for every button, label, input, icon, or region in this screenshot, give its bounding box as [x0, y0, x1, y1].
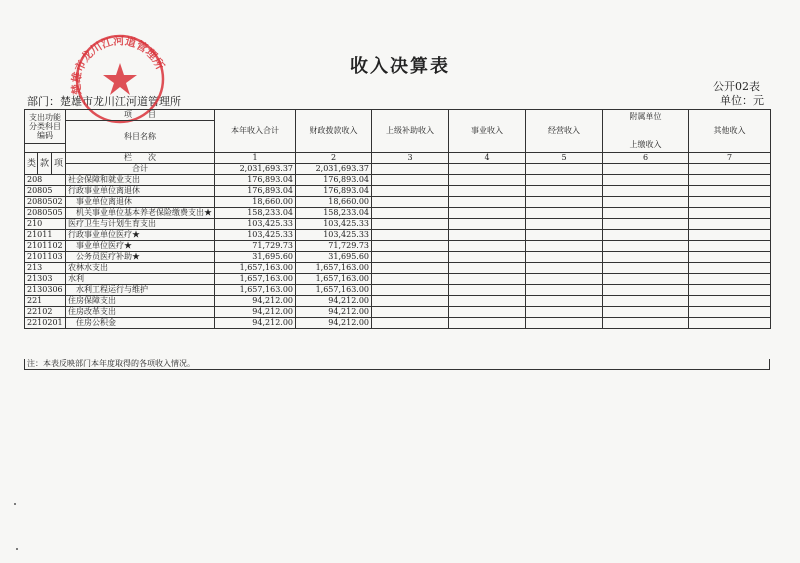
row-operating — [526, 318, 603, 329]
row-superior — [372, 208, 449, 219]
affiliate-header — [603, 110, 689, 153]
row-operating — [526, 208, 603, 219]
row-business — [449, 307, 526, 318]
row-other — [689, 274, 771, 285]
row-code: 208 — [25, 175, 66, 186]
row-code: 2101103 — [25, 252, 66, 263]
row-operating — [526, 296, 603, 307]
row-other — [689, 307, 771, 318]
row-subject-name: 事业单位医疗★ — [66, 241, 215, 252]
row-superior — [372, 186, 449, 197]
row-subject-name: 公务员医疗补助★ — [66, 252, 215, 263]
business-header: 事业收入 — [449, 110, 526, 153]
svg-text:楚雄市龙川江河道管理所: 楚雄市龙川江河道管理所 — [69, 34, 167, 96]
row-total: 71,729.73 — [215, 241, 296, 252]
row-total: 1,657,163.00 — [215, 274, 296, 285]
row-affiliate — [603, 197, 689, 208]
row-operating — [526, 285, 603, 296]
colnum-4: 4 — [449, 153, 526, 164]
row-business — [449, 241, 526, 252]
table-row — [25, 197, 771, 208]
row-other — [689, 252, 771, 263]
func-code-header: 支出功能分类科目编码 — [25, 110, 66, 144]
colnum-2: 2 — [296, 153, 372, 164]
row-other — [689, 263, 771, 274]
sum-row-label: 合计 — [66, 164, 215, 175]
row-fiscal: 71,729.73 — [296, 241, 372, 252]
row-total: 176,893.04 — [215, 175, 296, 186]
other-header: 其他收入 — [689, 110, 771, 153]
scan-speck — [16, 548, 18, 550]
row-superior — [372, 274, 449, 285]
row-fiscal: 103,425.33 — [296, 230, 372, 241]
row-subject-name: 水利工程运行与维护 — [66, 285, 215, 296]
row-superior — [372, 175, 449, 186]
subject-name-header: 科目名称 — [66, 121, 215, 153]
lanci-header: 栏 次 — [66, 153, 215, 164]
row-superior — [372, 318, 449, 329]
row-business — [449, 274, 526, 285]
row-business — [449, 219, 526, 230]
row-total: 1,657,163.00 — [215, 263, 296, 274]
row-other — [689, 296, 771, 307]
row-affiliate — [603, 175, 689, 186]
row-subject-name: 机关事业单位基本养老保险缴费支出★ — [66, 208, 215, 219]
table-row — [25, 318, 771, 329]
row-fiscal: 18,660.00 — [296, 197, 372, 208]
row-code: 213 — [25, 263, 66, 274]
row-fiscal: 103,425.33 — [296, 219, 372, 230]
row-superior — [372, 219, 449, 230]
unit-label: 单位：元 — [720, 94, 764, 107]
kuan-header: 款 — [38, 153, 52, 175]
row-fiscal: 1,657,163.00 — [296, 263, 372, 274]
code-spacer — [25, 144, 66, 153]
row-business — [449, 318, 526, 329]
row-superior — [372, 307, 449, 318]
table-row — [25, 274, 771, 285]
row-fiscal: 31,695.60 — [296, 252, 372, 263]
row-operating — [526, 175, 603, 186]
footnote: 注：本表反映部门本年度取得的各项收入情况。 — [24, 359, 770, 370]
row-affiliate — [603, 318, 689, 329]
row-total: 103,425.33 — [215, 230, 296, 241]
operating-header: 经营收入 — [526, 110, 603, 153]
row-code: 21303 — [25, 274, 66, 285]
table-row — [25, 307, 771, 318]
row-subject-name: 住房改革支出 — [66, 307, 215, 318]
table-row — [25, 263, 771, 274]
row-operating — [526, 219, 603, 230]
colnum-6: 6 — [603, 153, 689, 164]
row-subject-name: 医疗卫生与计划生育支出 — [66, 219, 215, 230]
row-other — [689, 219, 771, 230]
row-business — [449, 197, 526, 208]
row-affiliate — [603, 274, 689, 285]
row-business — [449, 263, 526, 274]
row-affiliate — [603, 285, 689, 296]
row-other — [689, 208, 771, 219]
row-code: 2101102 — [25, 241, 66, 252]
row-fiscal: 1,657,163.00 — [296, 274, 372, 285]
row-code: 2130306 — [25, 285, 66, 296]
row-subject-name: 住房公积金 — [66, 318, 215, 329]
table-row — [25, 230, 771, 241]
colnum-5: 5 — [526, 153, 603, 164]
row-other — [689, 186, 771, 197]
row-total: 18,660.00 — [215, 197, 296, 208]
row-business — [449, 252, 526, 263]
table-row — [25, 186, 771, 197]
row-superior — [372, 285, 449, 296]
row-fiscal: 176,893.04 — [296, 186, 372, 197]
sum-row-total: 2,031,693.37 — [215, 164, 296, 175]
row-total: 94,212.00 — [215, 307, 296, 318]
row-other — [689, 197, 771, 208]
row-other — [689, 285, 771, 296]
row-business — [449, 285, 526, 296]
row-total: 103,425.33 — [215, 219, 296, 230]
table-row — [25, 175, 771, 186]
colnum-7: 7 — [689, 153, 771, 164]
row-subject-name: 事业单位离退休 — [66, 197, 215, 208]
department-label: 部门：楚雄市龙川江河道管理所 — [27, 95, 181, 108]
sum-row-fiscal: 2,031,693.37 — [296, 164, 372, 175]
row-fiscal: 94,212.00 — [296, 318, 372, 329]
row-operating — [526, 274, 603, 285]
row-other — [689, 230, 771, 241]
row-other — [689, 318, 771, 329]
row-operating — [526, 197, 603, 208]
lei-header: 类 — [25, 153, 38, 175]
row-business — [449, 175, 526, 186]
row-business — [449, 186, 526, 197]
row-code: 2080502 — [25, 197, 66, 208]
table-row — [25, 219, 771, 230]
row-superior — [372, 263, 449, 274]
table-row — [25, 241, 771, 252]
row-total: 31,695.60 — [215, 252, 296, 263]
row-affiliate — [603, 208, 689, 219]
row-code: 2210201 — [25, 318, 66, 329]
row-fiscal: 158,233.04 — [296, 208, 372, 219]
row-affiliate — [603, 186, 689, 197]
row-subject-name: 住房保障支出 — [66, 296, 215, 307]
table-row — [25, 208, 771, 219]
row-superior — [372, 197, 449, 208]
row-total: 1,657,163.00 — [215, 285, 296, 296]
row-total: 158,233.04 — [215, 208, 296, 219]
row-operating — [526, 186, 603, 197]
row-superior — [372, 241, 449, 252]
table-row — [25, 296, 771, 307]
row-affiliate — [603, 241, 689, 252]
colnum-1: 1 — [215, 153, 296, 164]
table-row — [25, 252, 771, 263]
row-code: 221 — [25, 296, 66, 307]
row-affiliate — [603, 296, 689, 307]
affiliate-line1: 附属单位 — [629, 112, 662, 121]
row-other — [689, 241, 771, 252]
row-other — [689, 175, 771, 186]
row-fiscal: 94,212.00 — [296, 296, 372, 307]
row-code: 20805 — [25, 186, 66, 197]
row-subject-name: 社会保障和就业支出 — [66, 175, 215, 186]
table-row — [25, 285, 771, 296]
row-total: 176,893.04 — [215, 186, 296, 197]
superior-header: 上级补助收入 — [372, 110, 449, 153]
row-superior — [372, 296, 449, 307]
row-fiscal: 1,657,163.00 — [296, 285, 372, 296]
total-header: 本年收入合计 — [215, 110, 296, 153]
row-subject-name: 行政事业单位离退休 — [66, 186, 215, 197]
row-subject-name: 水利 — [66, 274, 215, 285]
row-affiliate — [603, 219, 689, 230]
row-code: 22102 — [25, 307, 66, 318]
row-affiliate — [603, 307, 689, 318]
fiscal-header: 财政拨款收入 — [296, 110, 372, 153]
row-total: 94,212.00 — [215, 296, 296, 307]
row-operating — [526, 230, 603, 241]
row-subject-name: 行政事业单位医疗★ — [66, 230, 215, 241]
row-code: 21011 — [25, 230, 66, 241]
row-affiliate — [603, 263, 689, 274]
income-table — [24, 109, 771, 329]
xiang-header: 项 — [52, 153, 66, 175]
row-business — [449, 230, 526, 241]
row-business — [449, 296, 526, 307]
row-fiscal: 94,212.00 — [296, 307, 372, 318]
row-operating — [526, 307, 603, 318]
affiliate-line2: 上缴收入 — [629, 140, 662, 149]
row-affiliate — [603, 252, 689, 263]
row-code: 2080505 — [25, 208, 66, 219]
row-subject-name: 农林水支出 — [66, 263, 215, 274]
table-body — [25, 175, 771, 329]
row-superior — [372, 230, 449, 241]
row-superior — [372, 252, 449, 263]
row-affiliate — [603, 230, 689, 241]
colnum-3: 3 — [372, 153, 449, 164]
item-group-header: 项 目 — [66, 110, 215, 121]
scan-speck — [14, 503, 16, 505]
row-fiscal: 176,893.04 — [296, 175, 372, 186]
form-code: 公开02表 — [713, 80, 760, 93]
row-operating — [526, 241, 603, 252]
row-code: 210 — [25, 219, 66, 230]
row-operating — [526, 252, 603, 263]
row-business — [449, 208, 526, 219]
page-title: 收入决算表 — [350, 56, 450, 77]
row-total: 94,212.00 — [215, 318, 296, 329]
row-operating — [526, 263, 603, 274]
